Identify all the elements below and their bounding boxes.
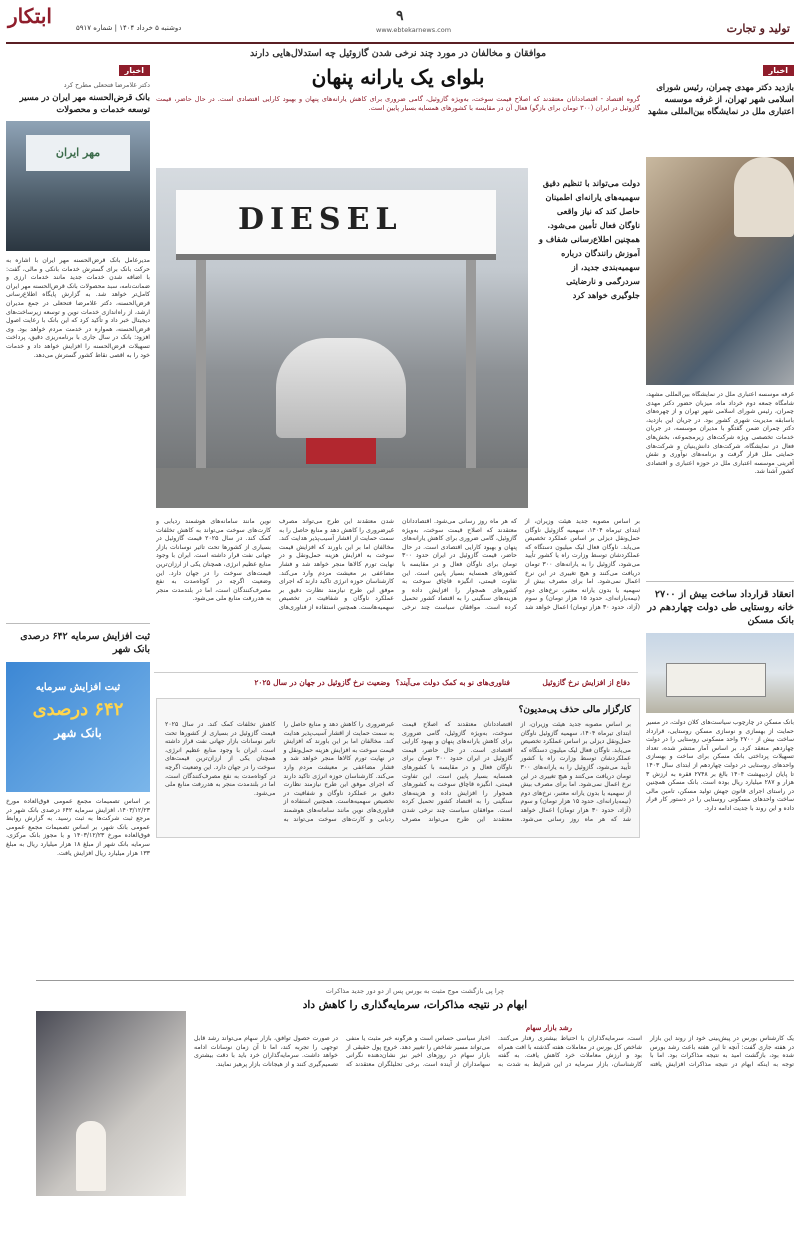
story-author: دکتر غلامرضا فتحعلی مطرح کرد — [63, 81, 150, 89]
main-kicker: موافقان و مخالفان در مورد چند نرخی شدن گازوئیل چه استدلال‌هایی دارند — [249, 48, 547, 59]
divider — [154, 672, 638, 673]
page-number: ۹ — [396, 8, 404, 24]
story-title: ثبت افزایش سرمایه ۶۴۲ درصدی بانک شهر — [20, 631, 150, 655]
pullquote: دولت می‌تواند با تنظیم دقیق سهمیه‌های یارانه‌ای اطمینان حاصل کند که نیاز واقعی ناوگان فعال تأمین می‌شود. همچنین اطلاع‌رسانی شفاف و آموزش رانندگان درباره سهمیه‌بندی جدید، از سردرگمی و نارضایتی جلوگیری خواهد کرد — [539, 178, 640, 300]
house-shape — [666, 663, 766, 697]
sidebar-box — [156, 698, 640, 838]
ad-line: بانک شهر — [54, 726, 102, 740]
subhead: فناوری‌های نو به کمک دولت می‌آیند؟ — [395, 678, 510, 687]
main-lead: گروه اقتصاد - اقتصاددانان معتقدند که اصلاح قیمت سوخت، به‌ویژه گازوئیل، گامی ضروری برای کاهش یارانه‌های پنهان و بهبود کارایی اقتصادی است. در حال حاضر، قیمت گازوئیل در ایران (۳۰۰ تومان برای بازگو) فعال آن در مقایسه با کشورهای همسایه بسیار پایین است. — [156, 95, 640, 112]
section-title: تولید و تجارت — [726, 22, 790, 35]
main-body: بر اساس مصوبه جدید هیئت وزیران، از ابتدای تیرماه ۱۴۰۴، سهمیه گازوئیل ناوگان حمل‌ونقل دیزلی بر اساس عملکرد تخصیص می‌یابد. ناوگان فعال لیک میلیون دستگاه که عملکردشان توسط وزارت راه یا کشور تأیید می‌شود، گازوئیل را به یارانه‌های ۳۰۰ تومان دریافت می‌کنند و هیچ تغییری در این نرخ اعمال نمی‌شود. اما برای مصرف بیش از سهمیه یا بدون یارانه معتبر، نرخ‌های دوم (نیمه‌یارانه‌ای، حدود ۱۵ هزار تومان) و سوم (آزاد، حدود ۳۰ هزار تومان) اعمال خواهد شد که هر ماه روز رسانی می‌شود. اقتصاددانان معتقدند که اصلاح قیمت سوخت، به‌ویژه گازوئیل، گامی ضروری برای کاهش یارانه‌های پنهان و بهبود کارایی اقتصادی است. در حال حاضر، قیمت گازوئیل در ایران حدود ۳۰۰ تومان برای ناوگان فعال و در مقایسه با کشورهای همسایه بسیار پایین است. این تفاوت قیمتی، انگیزه قاچاق سوخت به کشورهای همجوار را افزایش داده و هزینه‌های سنگینی را به اقتصاد کشور تحمیل کرده است. موافقان سیاست چند نرخی شدن معتقدند این طرح می‌تواند مصرف غیرضروری را کاهش دهد و منابع حاصل را به سمت حمایت از اقشار آسیب‌پذیر هدایت کند. مخالفان اما بر این باورند که افزایش قیمت سوخت به افزایش هزینه حمل‌ونقل و در نهایت تورم کالاها منجر خواهد شد و فشار مضاعفی بر معیشت مردم وارد می‌کند. کارشناسان حوزه انرژی تاکید دارند که اجرای موفق این طرح نیازمند نظارت دقیق بر عملکرد ناوگان و شفافیت در تخصیص سهمیه‌هاست. همچنین استفاده از فناوری‌های نوین مانند سامانه‌های هوشمند ردیابی و کارت‌های سوخت می‌تواند به کاهش تخلفات کمک کند. در سال ۲۰۲۵ قیمت گازوئیل در بسیاری از کشورها تحت تاثیر نوسانات بازار جهانی نفت قرار داشته است. ایران با وجود منابع عظیم انرژی، همچنان یکی از ارزان‌ترین قیمت‌های سوخت را در جهان دارد. این وضعیت اگرچه در کوتاه‌مدت به نفع مصرف‌کنندگان است، اما در بلندمدت منجر به هدررفت منابع ملی می‌شود. — [156, 518, 640, 611]
person-figure — [734, 157, 794, 237]
diesel-sign: DIESEL — [238, 202, 403, 237]
bottom-sub: رشد بازار سهام — [525, 1023, 572, 1032]
subhead: دفاع از افزایش نرخ گازوئیل — [542, 678, 630, 687]
bottom-kicker: چرا پی بازگشت موج مثبت به بورس پس از دو دور جدید مذاکرات — [325, 987, 505, 995]
story-body: مدیرعامل بانک قرض‌الحسنه مهر ایران با اشاره به حرکت بانک برای گسترش خدمات بانکی و مالی، گفت: با اضافه شدن خدمات جدید مانند خدمات ارزی و ضمانت‌نامه، سبد محصولات بانک قرض‌الحسنه مهر ایران کامل‌تر خواهد شد. به گزارش پایگاه اطلاع‌رسانی قرض‌الحسنه، دکتر غلامرضا فتحعلی در جمع مدیران ارشد، از راه‌اندازی خدمات نوین و توسعه زیرساخت‌های دیجیتال خبر داد و تأکید کرد که این بانک با رعایت اصول قرض‌الحسنه، همواره در خدمت مردم خواهد بود. وی افزود: بانک در سال جاری با برنامه‌ریزی دقیق، پرداخت تسهیلات قرض‌الحسنه را افزایش خواهد داد و خدمات خود را به اقصی نقاط کشور گسترش می‌دهد. — [6, 257, 150, 359]
ground — [156, 468, 528, 508]
divider — [6, 623, 150, 624]
screen-banner — [26, 135, 130, 171]
story-body: بر اساس تصمیمات مجمع عمومی فوق‌العاده مورخ ۱۴۰۳/۱۲/۲۳، افزایش سرمایه ۶۴۲ درصدی بانک شهر در مرجع ثبت شرکت‌ها به ثبت رسید. به گزارش روابط عمومی بانک شهر، بر اساس تصمیمات مجمع عمومی فوق‌العاده مورخ ۱۴۰۳/۱۲/۲۳ و با مجوز بانک مرکزی، سرمایه بانک شهر از مبلغ ۱۸ هزار میلیارد ریال به مبلغ ۱۳۳ هزار میلیارد ریال افزایش یافت. — [6, 798, 150, 857]
box-body: بر اساس مصوبه جدید هیئت وزیران، از ابتدای تیرماه ۱۴۰۴، سهمیه گازوئیل ناوگان حمل‌ونقل دیزلی بر اساس عملکرد تخصیص می‌یابد. ناوگان فعال لیک میلیون دستگاه که عملکردشان توسط وزارت راه یا کشور تأیید می‌شود، گازوئیل را به یارانه‌های ۳۰۰ تومان دریافت می‌کنند و هیچ تغییری در این نرخ اعمال نمی‌شود. اما برای مصرف بیش از سهمیه یا بدون یارانه معتبر، نرخ‌های دوم (نیمه‌یارانه‌ای، حدود ۱۵ هزار تومان) و سوم (آزاد، حدود ۳۰ هزار تومان) اعمال خواهد شد که هر ماه روز رسانی می‌شود. اقتصاددانان معتقدند که اصلاح قیمت سوخت، به‌ویژه گازوئیل، گامی ضروری برای کاهش یارانه‌های پنهان و بهبود کارایی اقتصادی است. در حال حاضر، قیمت گازوئیل در ایران حدود ۳۰۰ تومان برای ناوگان فعال و در مقایسه با کشورهای همسایه بسیار پایین است. این تفاوت قیمتی، انگیزه قاچاق سوخت به کشورهای همجوار را افزایش داده و هزینه‌های سنگینی را به اقتصاد کشور تحمیل کرده است. موافقان سیاست چند نرخی شدن معتقدند این طرح می‌تواند مصرف غیرضروری را کاهش دهد و منابع حاصل را به سمت حمایت از اقشار آسیب‌پذیر هدایت کند. مخالفان اما بر این باورند که افزایش قیمت سوخت به افزایش هزینه حمل‌ونقل و در نهایت تورم کالاها منجر خواهد شد و فشار مضاعفی بر معیشت مردم وارد می‌کند. کارشناسان حوزه انرژی تاکید دارند که اجرای موفق این طرح نیازمند نظارت دقیق بر عملکرد ناوگان و شفافیت در تخصیص سهمیه‌هاست. همچنین استفاده از فناوری‌های نوین مانند سامانه‌های هوشمند ردیابی و کارت‌های سوخت می‌تواند به کاهش تخلفات کمک کند. در سال ۲۰۲۵ قیمت گازوئیل در بسیاری از کشورها تحت تاثیر نوسانات بازار جهانی نفت قرار داشته است. ایران با وجود منابع عظیم انرژی، همچنان یکی از ارزان‌ترین قیمت‌های سوخت را در جهان دارد. این وضعیت اگرچه در کوتاه‌مدت به نفع مصرف‌کنندگان است، اما در بلندمدت منجر به هدررفت منابع ملی می‌شود. — [165, 721, 631, 823]
person-figure — [76, 1121, 106, 1191]
bourse-photo — [36, 1011, 186, 1196]
page-header — [6, 0, 794, 42]
story-body: غرفه موسسه اعتباری ملل در نمایشگاه بین‌المللی مشهد، شامگاه جمعه دوم خرداد ماه، میزبان حضور دکتر مهدی چمران، رئیس شورای اسلامی شهر تهران و از چهره‌های باسابقه مدیریت شهری کشور بود. در جریان این بازدید، دکتر چمران ضمن گفتگو با مدیران موسسه، در جریان خدمات تخصصی ویژه شرکت‌های زیرمجموعه، بخش‌های فعال در نمایشگاه، شرکت‌های دانش‌بنیان و شرکت‌های حمایتی ملل قرار گرفت و برنامه‌های نوآوری و نقش آفرینی موسسه اعتباری ملل در حوزه اعتباری و اقتصادی کشور آشنا شد. — [646, 391, 794, 476]
story-body: بانک مسکن در چارچوب سیاست‌های کلان دولت، در مسیر حمایت از بهسازی و نوسازی مسکن روستایی، قرارداد ساخت بیش از ۲۷۰۰ واحد مسکونی روستایی را در دولت چهاردهم منعقد کرد. بر اساس آمار منتشر شده، تعداد تسهیلات پرداختی بانک مسکن برای ساخت و بهسازی واحدهای روستایی در دولت چهاردهم از ابتدای سال ۱۴۰۳ تا پایان اردیبهشت ۱۴۰۴ بالغ بر ۲۷۴۸ فقره به ارزش ۳ هزار و ۲۸۷ میلیارد ریال بوده است. بانک مسکن همچنین در راستای اجرای قانون جهش تولید مسکن، تامین مالی ساخت واحدهای مسکونی روستایی را در دستور کار قرار داده و این روند با جدیت ادامه دارد. — [646, 719, 794, 812]
ad-line: ۶۴۲ درصدی — [32, 699, 124, 720]
mehr-iran-photo — [6, 121, 150, 251]
news-tag: اخبار — [763, 65, 794, 76]
canopy — [176, 190, 496, 260]
bottom-story — [36, 980, 794, 1210]
box-title: کارگزار مالی حذف پی‌مدیون؟ — [518, 705, 631, 715]
diesel-station-photo — [156, 168, 528, 508]
divider — [646, 581, 794, 582]
issue-date: دوشنبه ۵ خرداد ۱۴۰۴ | شماره ۵۹۱۷ — [76, 24, 182, 32]
subhead: وضعیت نرخ گازوئیل در جهان در سال ۲۰۲۵ — [254, 678, 390, 687]
rural-housing-photo — [646, 633, 794, 713]
tanker-truck — [276, 338, 406, 438]
screen-text: مهر ایران — [55, 146, 101, 159]
bottom-title: ابهام در نتیجه مذاکرات، سرمایه‌گذاری را کاهش داد — [302, 999, 528, 1011]
story-title: بانک قرض‌الحسنه مهر ایران در مسیر توسعه خدمات و محصولات — [19, 92, 150, 114]
tanker-rear — [306, 438, 376, 464]
chamran-visit-photo — [646, 157, 794, 385]
masthead-logo: ابتکار — [8, 4, 52, 28]
ad-line: ثبت افزایش سرمایه — [35, 682, 121, 693]
header-rule — [6, 42, 794, 44]
story-title: بازدید دکتر مهدی چمران، رئیس شورای اسلامی شهر تهران، از غرفه موسسه اعتباری ملل در نمایشگاه بین‌المللی مشهد — [647, 82, 794, 116]
pillar — [466, 260, 476, 480]
news-tag: اخبار — [119, 65, 150, 76]
bank-shahr-ad — [6, 662, 150, 792]
website-url: www.ebtekarnews.com — [376, 26, 452, 34]
pillar — [196, 260, 206, 480]
main-title: بلوای یک یارانه پنهان — [311, 65, 485, 89]
bottom-body: یک کارشناس بورس در پیش‌بینی خود از روند این بازار در هفته جاری گفت: آنچه تا این هفته باعث رشد بورس شده بود، بازگشت امید به نتیجه مذاکرات بود. اما با توجه به اینکه ابهام در نتیجه مذاکرات افزایش یافته است، سرمایه‌گذاران با احتیاط بیشتری رفتار می‌کنند. شاخص کل بورس در معاملات هفته گذشته با افت همراه بود و ارزش معاملات خرد کاهش یافت. به گفته کارشناسان، بازار سرمایه در این شرایط به شدت به اخبار سیاسی حساس است و هرگونه خبر مثبت یا منفی می‌تواند مسیر شاخص را تغییر دهد. خروج پول حقیقی از بازار سهام در روزهای اخیر نیز نشان‌دهنده نگرانی سهامداران از آینده است. برخی تحلیلگران معتقدند که در صورت حصول توافق، بازار سهام می‌تواند رشد قابل توجهی را تجربه کند، اما تا آن زمان نوسانات ادامه خواهد داشت. سرمایه‌گذاران خرد باید با دقت بیشتری تصمیم‌گیری کنند و از هیجانات بازار پرهیز نمایند. — [194, 1035, 794, 1068]
story-title: انعقاد قرارداد ساخت بیش از ۲۷۰۰ خانه روستایی طی دولت چهاردهم در بانک مسکن — [647, 589, 794, 626]
